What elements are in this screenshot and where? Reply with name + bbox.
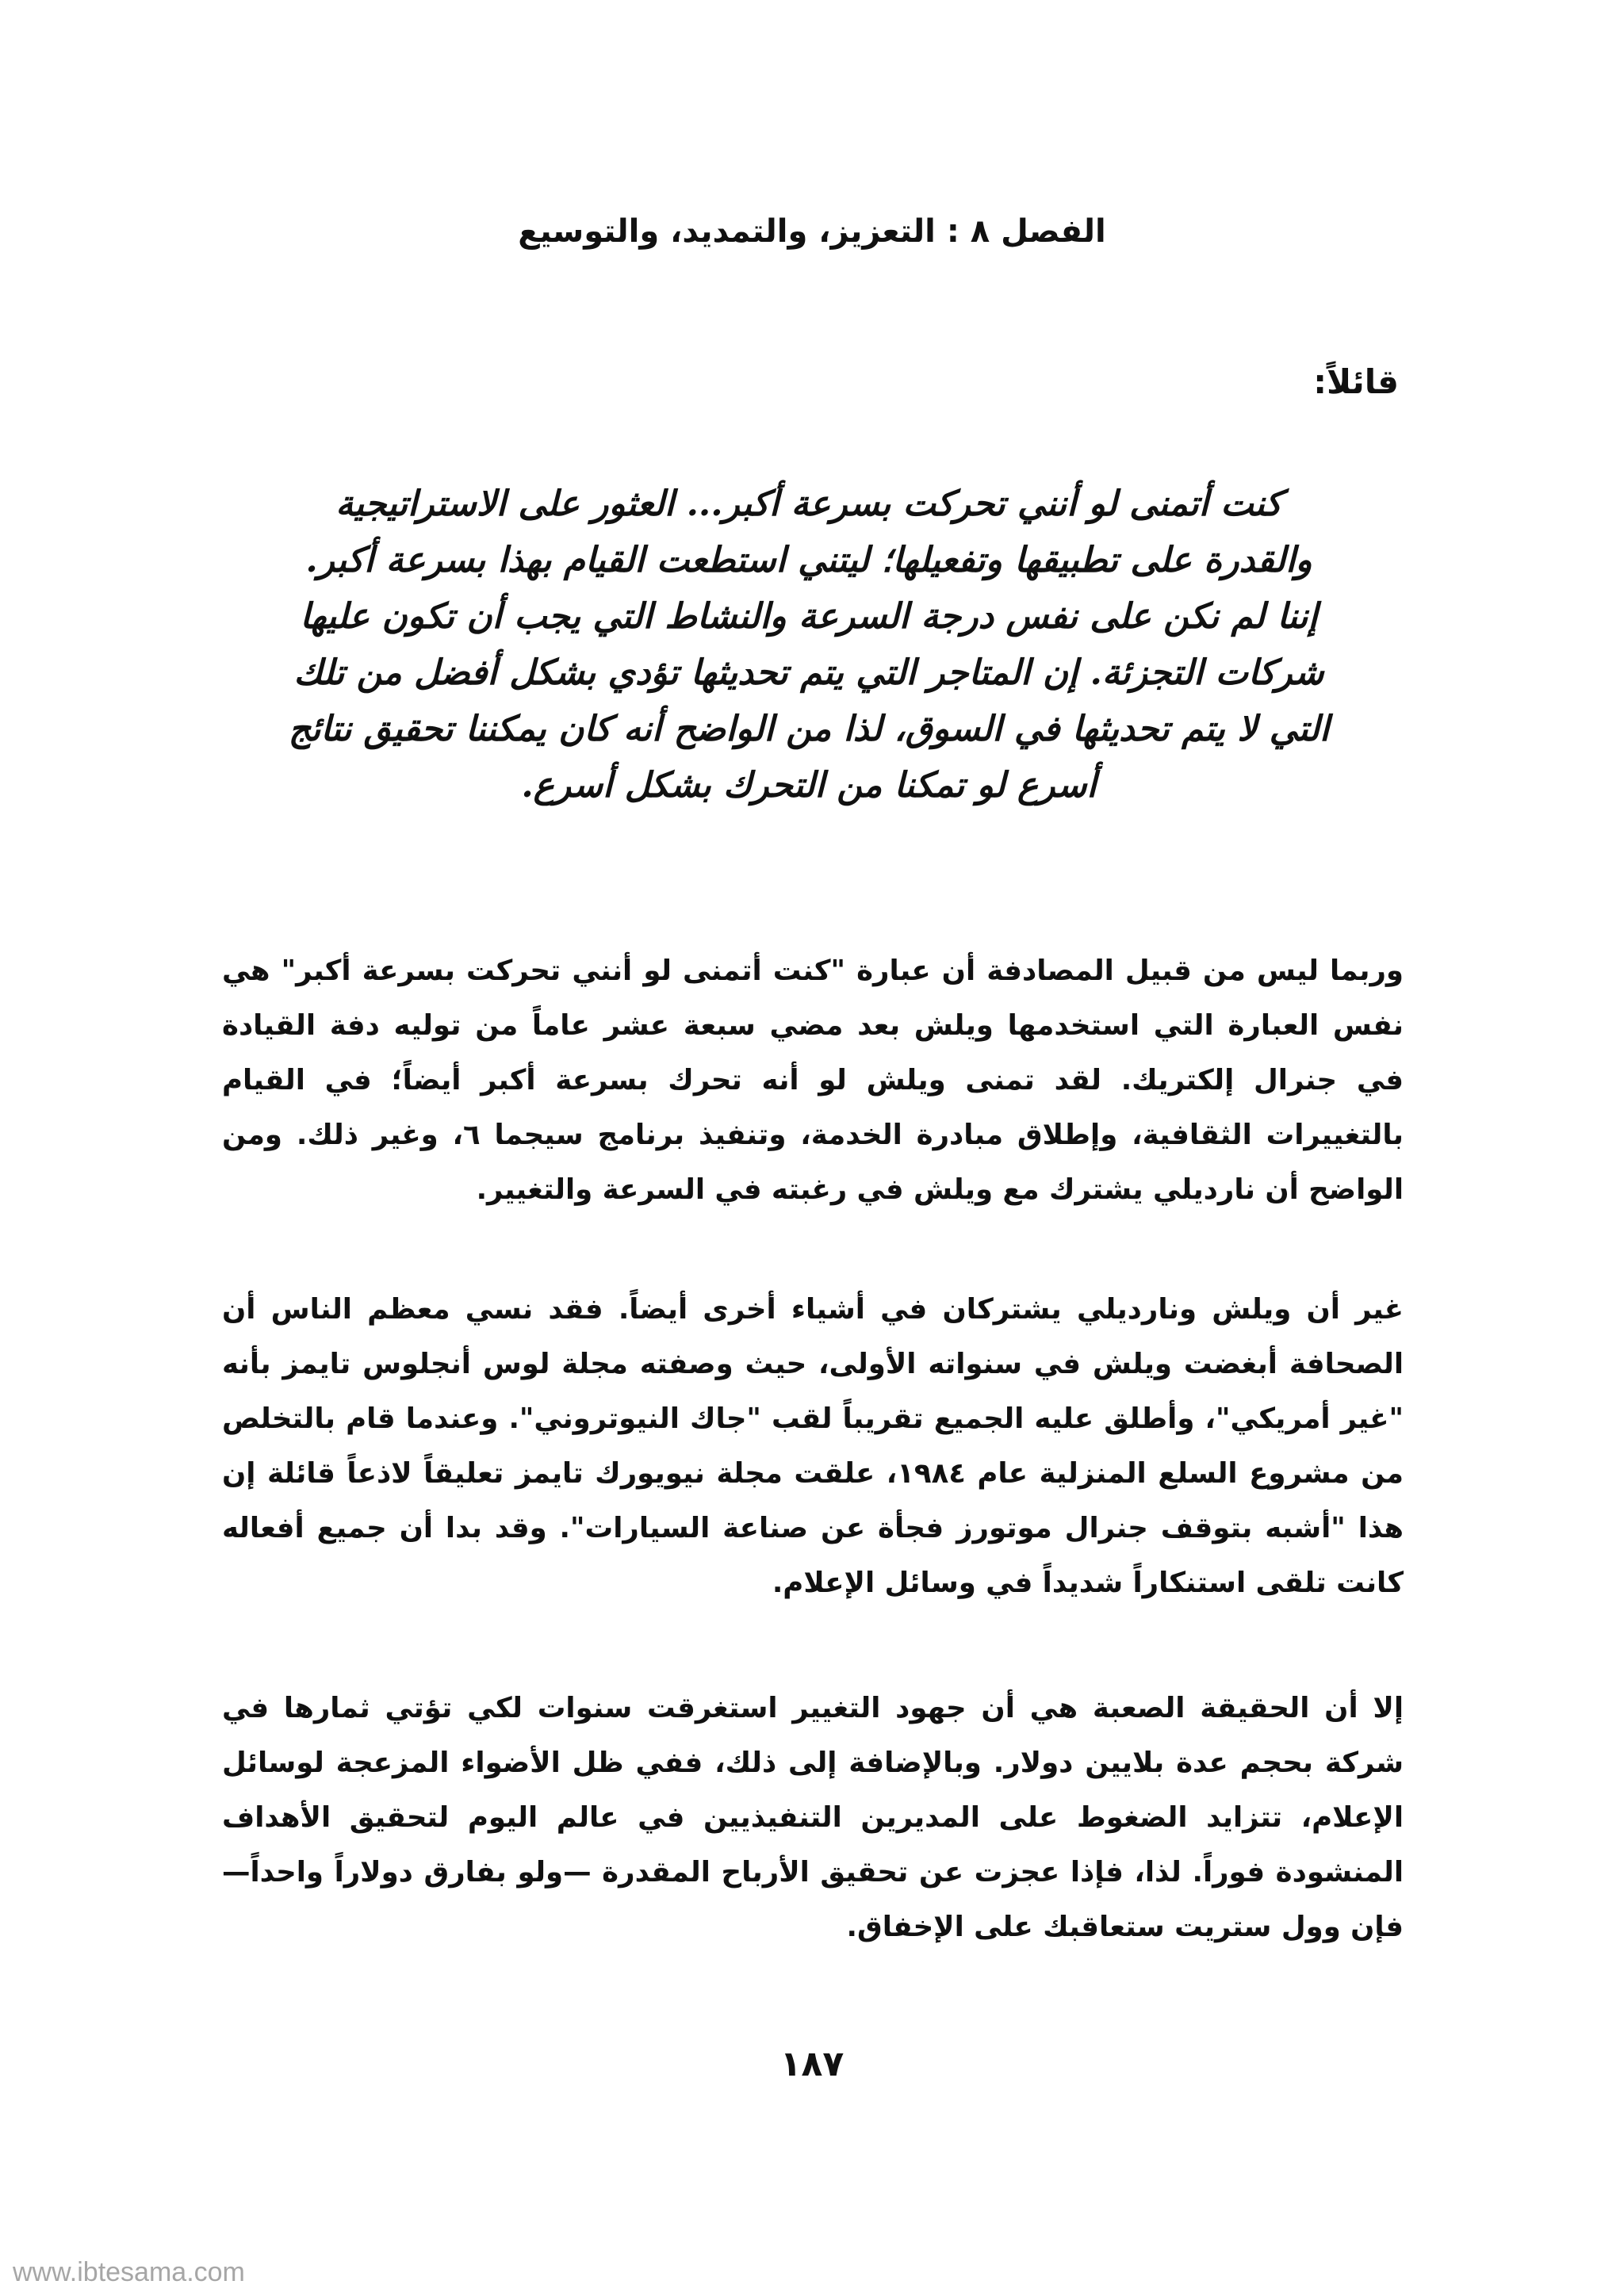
body-paragraph-1: وربما ليس من قبيل المصادفة أن عبارة "كنت أتمنى لو أنني تحركت بسرعة أكبر" هي نفس العبارة التي استخدمها ويلش بعد مضي سبعة عشر عاماً من توليه دفة القيادة في جنرال إلكتريك. لقد تمنى ويلش لو أنه تحرك بسرعة أكبر أيضاً؛ في القيام بالتغييرات الثقافية، وإطلاق مبادرة الخدمة، وتنفيذ برنامج سيجما ٦، وغير ذلك. ومن الواضح أن نارديلي يشترك مع ويلش في رغبته في السرعة والتغيير.: [222, 955, 1404, 1206]
body-paragraph-2: غير أن ويلش وناردیلي يشتركان في أشياء أخرى أيضاً. فقد نسي معظم الناس أن الصحافة أبغضت ويلش في سنواته الأولى، حيث وصفته مجلة لوس أنجلوس تايمز بأنه "غير أمريكي"، وأطلق عليه الجميع تقريباً لقب "جاك النيوتروني". وعندما قام بالتخلص من مشروع السلع المنزلية عام ١٩٨٤، علقت مجلة نيويورك تايمز تعليقاً لاذعاً قائلة إن هذا "أشبه بتوقف جنرال موتورز فجأة عن صناعة السيارات". وقد بدا أن جميع أفعاله كانت تلقى استنكاراً شديداً في وسائل الإعلام.: [222, 1293, 1404, 1599]
block-quote: كنت أتمنى لو أنني تحركت بسرعة أكبر... العثور على الاستراتيجية والقدرة على تطبيقها وتفعيلها؛ ليتني استطعت القيام بهذا بسرعة أكبر. إننا لم نكن على نفس درجة السرعة والنشاط التي يجب أن تكون عليها شركات التجزئة. إن المتاجر التي يتم تحديثها تؤدي بشكل أفضل من تلك التي لا يتم تحديثها في السوق، لذا من الواضح أنه كان يمكننا تحقيق نتائج أسرع لو تمكنا من التحرك بشكل أسرع.: [288, 484, 1330, 806]
speaker-intro: قائلاً:: [1313, 362, 1399, 401]
site-watermark: www.ibtesama.com: [13, 2257, 245, 2287]
chapter-title: الفصل ٨ : التعزيز، والتمديد، والتوسيع: [518, 213, 1106, 250]
page-number: ١٨٧: [779, 2044, 845, 2084]
body-paragraph-3: إلا أن الحقيقة الصعبة هي أن جهود التغيير استغرقت سنوات لكي تؤتي ثمارها في شركة بحجم عدة بلايين دولار. وبالإضافة إلى ذلك، ففي ظل الأضواء المزعجة لوسائل الإعلام، تتزايد الضغوط على المديرين التنفيذيين في عالم اليوم لتحقيق الأهداف المنشودة فوراً. لذا، فإذا عجزت عن تحقيق الأرباح المقدرة —ولو بفارق دولاراً واحداً— فإن وول ستريت ستعاقبك على الإخفاق.: [222, 1692, 1404, 1943]
